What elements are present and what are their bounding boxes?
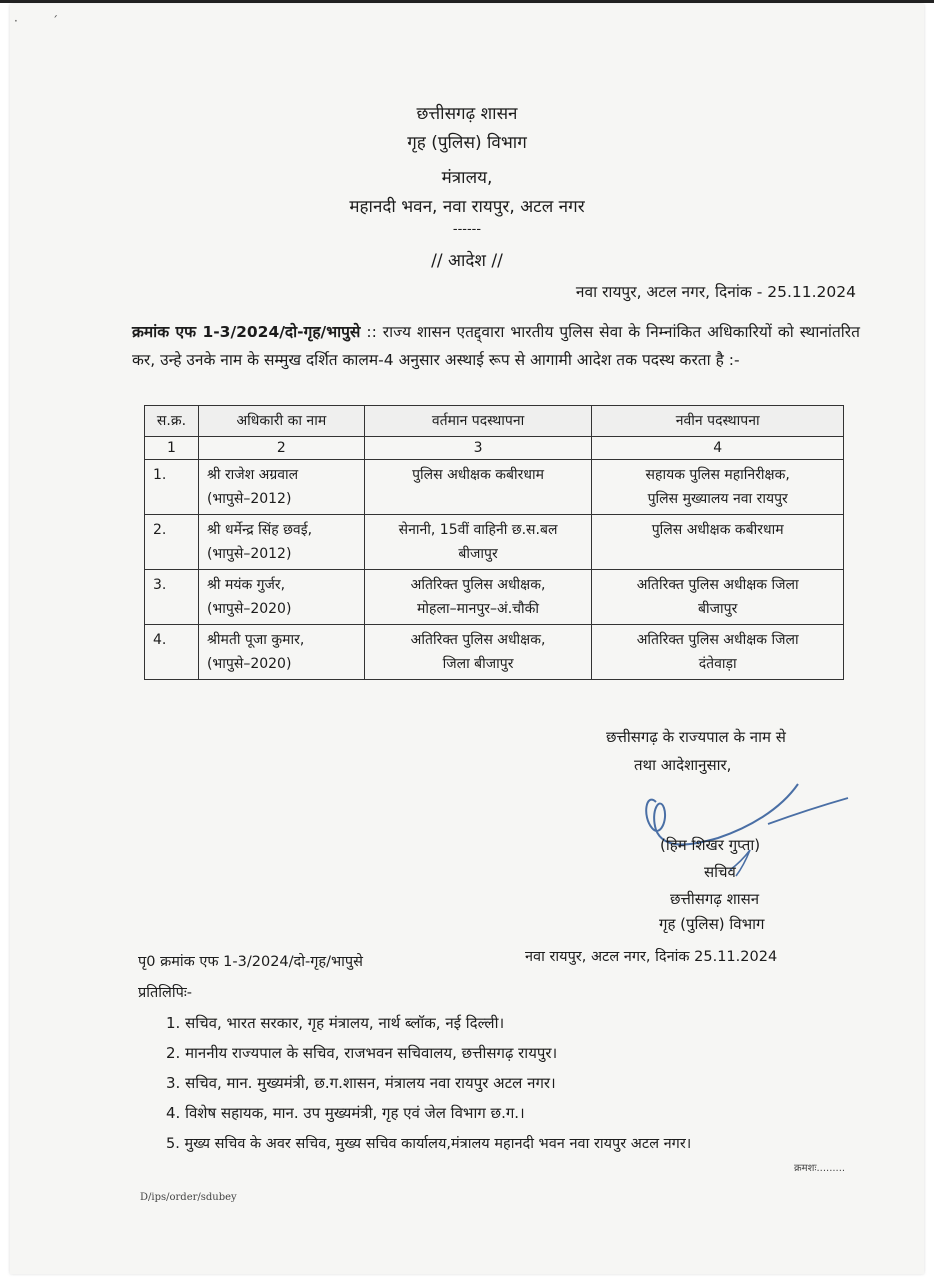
row-new-posting: [592, 515, 844, 570]
new-posting-line: पुलिस मुख्यालय नवा रायपुर: [647, 491, 788, 507]
header-officer-name: अधिकारी का नाम: [198, 406, 364, 437]
officer-batch: (भापुसे–2020): [206, 601, 292, 617]
current-posting-line: मोहला–मानपुर–अं.चौकी: [417, 601, 540, 617]
row-serial: 3.: [145, 570, 199, 625]
new-posting-line: बीजापुर: [698, 601, 738, 617]
header-ministry: मंत्रालय,: [441, 168, 493, 188]
row-new-posting: [592, 570, 844, 625]
col-number: 3: [364, 437, 592, 460]
row-officer: [198, 625, 364, 680]
officer-name: श्री धर्मेन्द्र सिंह छवई,: [206, 522, 313, 538]
list-item: 1. सचिव, भारत सरकार, गृह मंत्रालय, नार्थ ब्लॉक, नई दिल्ली।: [166, 1014, 505, 1032]
endorsement-place-date: नवा रायपुर, अटल नगर, दिनांक 25.11.2024: [525, 949, 778, 965]
table-row: [145, 460, 844, 515]
header-department: गृह (पुलिस) विभाग: [407, 133, 527, 153]
current-posting-line: अतिरिक्त पुलिस अधीक्षक,: [410, 577, 546, 593]
row-officer: [198, 515, 364, 570]
table-header-row: [145, 406, 844, 437]
order-paragraph: [132, 318, 860, 374]
new-posting-line: अतिरिक्त पुलिस अधीक्षक जिला: [636, 632, 799, 648]
new-posting-line: सहायक पुलिस महानिरीक्षक,: [645, 467, 790, 483]
row-officer: [198, 460, 364, 515]
list-item: 4. विशेष सहायक, मान. उप मुख्यमंत्री, गृह एवं जेल विभाग छ.ग.।: [166, 1104, 525, 1122]
header-government: छत्तीसगढ़ शासन: [416, 104, 518, 124]
signatory-government: छत्तीसगढ़ शासन: [670, 890, 760, 908]
officer-name: श्री राजेश अग्रवाल: [206, 467, 299, 483]
new-posting-line: अतिरिक्त पुलिस अधीक्षक जिला: [636, 577, 799, 593]
table-column-number-row: [145, 437, 844, 460]
scan-specks: · ˊ: [14, 14, 59, 28]
list-item: 2. माननीय राज्यपाल के सचिव, राजभवन सचिवालय, छत्तीसगढ़ रायपुर।: [166, 1044, 558, 1062]
current-posting-line: सेनानी, 15वीं वाहिनी छ.स.बल: [398, 522, 558, 538]
officer-name: श्रीमती पूजा कुमार,: [206, 632, 305, 648]
new-posting-line: दंतेवाड़ा: [698, 656, 737, 672]
row-current-posting: [364, 460, 592, 515]
header-serial: स.क्र.: [145, 406, 199, 437]
col-number: 1: [145, 437, 199, 460]
table-row: [145, 570, 844, 625]
row-serial: 1.: [145, 460, 199, 515]
order-title: // आदेश //: [431, 251, 503, 271]
officer-batch: (भापुसे–2020): [206, 656, 292, 672]
row-current-posting: [364, 625, 592, 680]
header-new-posting: नवीन पदस्थापना: [592, 406, 844, 437]
row-current-posting: [364, 570, 592, 625]
file-path: D/ips/order/sdubey: [140, 1192, 237, 1203]
header-divider: ------: [452, 222, 482, 237]
col-number: 4: [592, 437, 844, 460]
current-posting-line: बीजापुर: [458, 546, 498, 562]
row-new-posting: [592, 460, 844, 515]
top-border: [0, 0, 934, 3]
row-serial: 4.: [145, 625, 199, 680]
signature-authority-line2: तथा आदेशानुसार,: [634, 756, 732, 774]
row-new-posting: [592, 625, 844, 680]
order-ref-number: क्रमांक एफ 1-3/2024/दो-गृह/भापुसे: [132, 323, 361, 341]
signatory-name: (हिम शिखर गुप्ता): [660, 836, 761, 854]
officer-batch: (भापुसे–2012): [206, 491, 292, 507]
table-row: [145, 515, 844, 570]
new-posting-line: पुलिस अधीक्षक कबीरधाम: [651, 522, 784, 538]
current-posting-line: अतिरिक्त पुलिस अधीक्षक,: [410, 632, 546, 648]
endorsement-ref-number: पृ0 क्रमांक एफ 1-3/2024/दो-गृह/भापुसे: [138, 954, 363, 970]
order-place-date: नवा रायपुर, अटल नगर, दिनांक - 25.11.2024: [575, 283, 856, 301]
officer-name: श्री मयंक गुर्जर,: [206, 577, 286, 593]
row-officer: [198, 570, 364, 625]
officer-batch: (भापुसे–2012): [206, 546, 292, 562]
continued-note: क्रमशः.........: [794, 1163, 846, 1174]
copy-to-label: प्रतिलिपिः-: [138, 985, 193, 1001]
row-current-posting: [364, 515, 592, 570]
transfer-table: [144, 405, 844, 680]
current-posting-line: पुलिस अधीक्षक कबीरधाम: [412, 467, 544, 483]
col-number: 2: [198, 437, 364, 460]
list-item: 5. मुख्य सचिव के अवर सचिव, मुख्य सचिव कार्यालय,मंत्रालय महानदी भवन नवा रायपुर अटल नगर।: [166, 1136, 692, 1152]
signatory-department: गृह (पुलिस) विभाग: [659, 915, 765, 933]
list-item: 3. सचिव, मान. मुख्यमंत्री, छ.ग.शासन, मंत्रालय नवा रायपुर अटल नगर।: [166, 1074, 556, 1092]
current-posting-line: जिला बीजापुर: [442, 656, 514, 672]
header-address: महानदी भवन, नवा रायपुर, अटल नगर: [349, 197, 585, 217]
table-row: [145, 625, 844, 680]
order-text: :: राज्य शासन एतद्द्वारा भारतीय पुलिस सेवा के निम्नांकित अधिकारियों को स्थानांतरित कर, उन्हे उनके नाम के सम्मुख दर्शित कालम-4 अनुसार अस्थाई रूप से आगामी आदेश तक पदस्थ करता है :-: [132, 323, 860, 369]
signature-authority-line1: छत्तीसगढ़ के राज्यपाल के नाम से: [606, 728, 786, 746]
signatory-designation: सचिव: [704, 863, 736, 881]
header-current-posting: वर्तमान पदस्थापना: [364, 406, 592, 437]
row-serial: 2.: [145, 515, 199, 570]
